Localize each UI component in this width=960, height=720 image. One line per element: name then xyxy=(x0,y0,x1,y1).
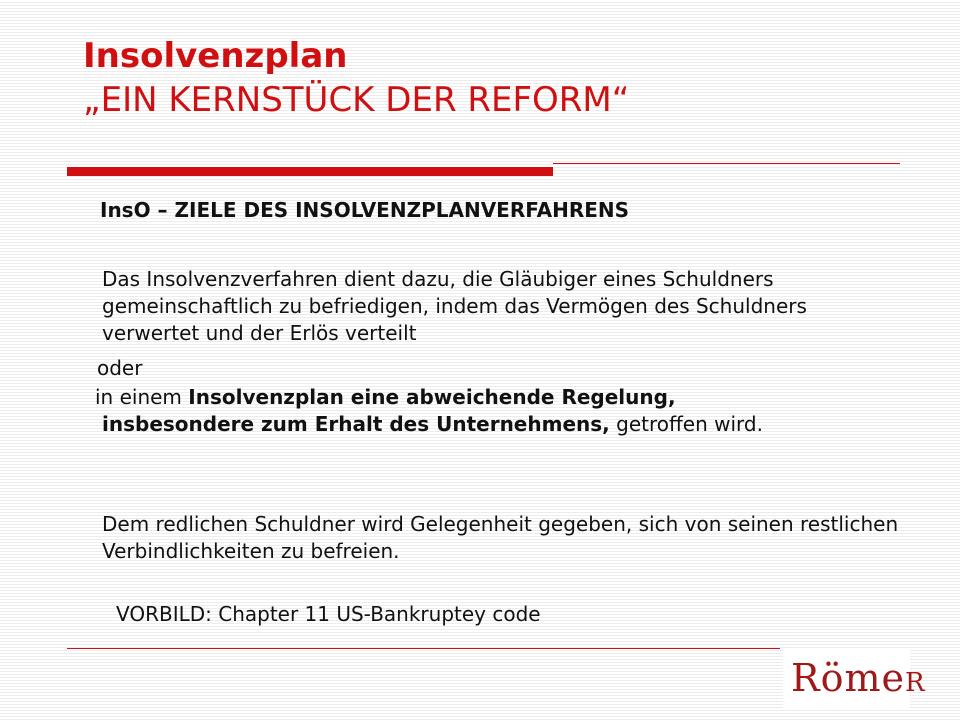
paragraph-schuldner: Dem redlichen Schuldner wird Gelegenheit gegeben, sich von seinen restlichen Verbindlichkeiten zu befreien. xyxy=(102,512,899,563)
title-main: Insolvenzplan xyxy=(83,36,348,76)
roemer-logo xyxy=(783,650,926,708)
paragraph-purpose: Das Insolvenzverfahren dient dazu, die Gläubiger eines Schuldners gemeinschaftlich zu befriedigen, indem das Vermögen des Schuldners verwertet und der Erlös verteilt xyxy=(102,267,807,345)
paragraph-insolvenzplan xyxy=(95,384,875,438)
conjunction-oder: oder xyxy=(97,356,143,380)
footer-divider xyxy=(67,648,780,649)
logo-main-text: Röme xyxy=(791,656,906,700)
title-subtitle: „EIN KERNSTÜCK DER REFORM“ xyxy=(83,80,630,120)
section-heading: InsO – ZIELE DES INSOLVENZPLANVERFAHRENS xyxy=(100,198,630,222)
logo-end-letter: R xyxy=(905,668,926,698)
para2-bold-1: Insolvenzplan eine abweichende Regelung, xyxy=(188,385,676,409)
logo-wordmark xyxy=(791,654,926,707)
para2-intro: in einem xyxy=(95,385,189,409)
paragraph-vorbild: VORBILD: Chapter 11 US-Bankruptey code xyxy=(116,602,541,626)
para2-outro: getroffen wird. xyxy=(609,412,763,436)
para2-bold-2: insbesondere zum Erhalt des Unternehmens, xyxy=(102,412,610,436)
